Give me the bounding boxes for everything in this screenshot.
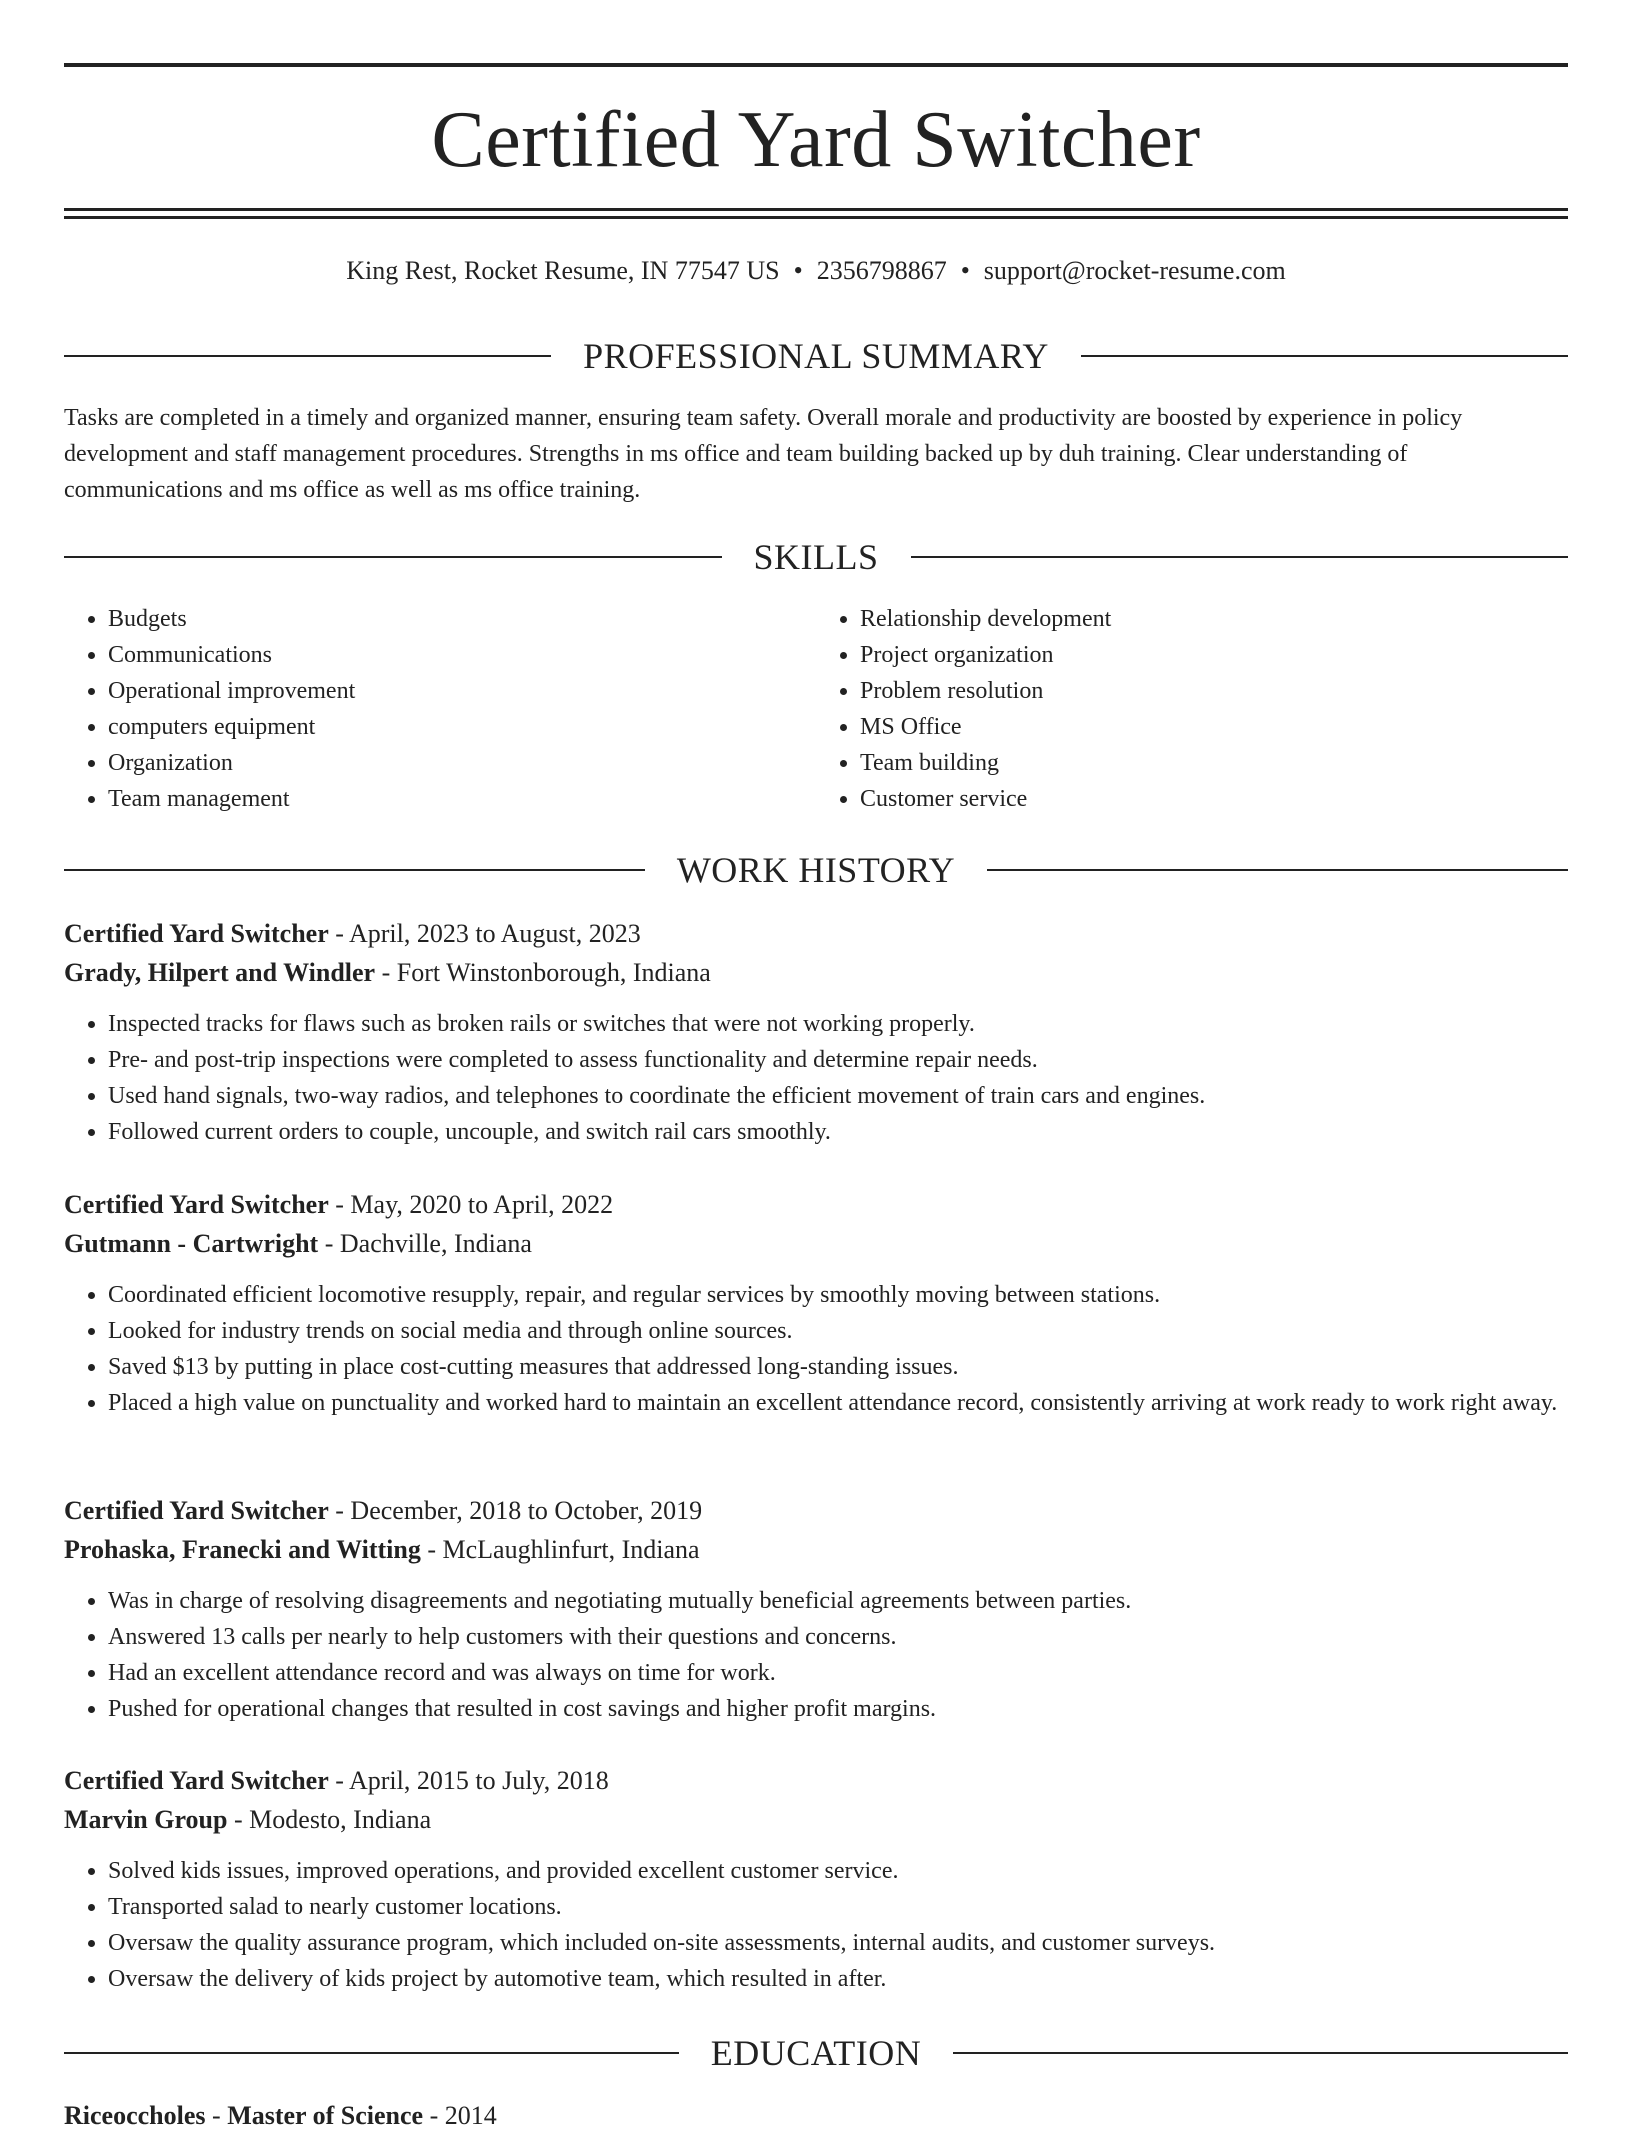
job-location: Modesto, Indiana (249, 1805, 432, 1834)
job-bullet: • Was in charge of resolving disagreements and negotiating mutually beneficial agreements between parties. (108, 1583, 1568, 1619)
job-title: Certified Yard Switcher (64, 1190, 329, 1219)
job-title: Certified Yard Switcher (64, 919, 329, 948)
job-bullet: • Looked for industry trends on social media and through online sources. (108, 1313, 1568, 1349)
contact-line (64, 254, 1568, 288)
job-location: Fort Winstonborough, Indiana (396, 958, 711, 987)
skills-list-right (816, 601, 1568, 817)
section-rule (64, 355, 551, 357)
job-bullets (64, 1006, 1568, 1150)
section-rule (1081, 355, 1568, 357)
section-rule (64, 2052, 679, 2054)
skills-list-left (64, 601, 816, 817)
job-bullet: • Solved kids issues, improved operations, and provided excellent customer service. (108, 1853, 1568, 1889)
job-bullet: • Saved $13 by putting in place cost-cutting measures that addressed long-standing issues. (108, 1349, 1568, 1385)
contact-separator: • (960, 256, 970, 285)
job-dash: - (328, 919, 349, 948)
skills-section-header (64, 537, 1568, 577)
education-year: 2014 (444, 2101, 497, 2130)
job-entry (64, 1491, 1568, 1727)
section-rule (64, 869, 645, 871)
job-title-line (64, 1185, 1568, 1224)
job-bullet: • Coordinated efficient locomotive resupply, repair, and regular services by smoothly moving between stations. (108, 1277, 1568, 1313)
job-title-line (64, 914, 1568, 953)
education-section-header (64, 2033, 1568, 2073)
job-bullet: • Followed current orders to couple, uncouple, and switch rail cars smoothly. (108, 1114, 1568, 1150)
skill-item: • Relationship development (860, 601, 1568, 637)
job-bullet: • Placed a high value on punctuality and worked hard to maintain an excellent attendance record, consistently arriving at work ready to work right away. (108, 1385, 1568, 1421)
skill-item: • computers equipment (108, 709, 816, 745)
job-dates: April, 2015 to July, 2018 (348, 1766, 609, 1795)
job-bullet: • Used hand signals, two-way radios, and telephones to coordinate the efficient movement of train cars and engines. (108, 1078, 1568, 1114)
contact-separator: • (793, 256, 803, 285)
job-bullets (64, 1277, 1568, 1421)
section-rule (987, 869, 1568, 871)
skill-item: • Problem resolution (860, 673, 1568, 709)
job-dash: - (227, 1805, 250, 1834)
candidate-name: Certified Yard Switcher (431, 96, 1201, 184)
job-entry (64, 914, 1568, 1150)
job-company: Gutmann - Cartwright (64, 1229, 319, 1258)
job-bullet: • Oversaw the quality assurance program, which included on-site assessments, internal audits, and customer surveys. (108, 1925, 1568, 1961)
job-dates: May, 2020 to April, 2022 (350, 1190, 614, 1219)
job-company-line (64, 953, 1568, 992)
job-dash: - (375, 958, 397, 987)
education-school: Riceoccholes (64, 2101, 206, 2130)
job-dash: - (328, 1190, 351, 1219)
job-dash: - (328, 1496, 351, 1525)
job-company-line (64, 1530, 1568, 1569)
summary-heading: PROFESSIONAL SUMMARY (583, 336, 1049, 376)
work-heading: WORK HISTORY (676, 850, 956, 890)
skill-item: • Team management (108, 781, 816, 817)
skills-columns (64, 601, 1568, 817)
skills-heading: SKILLS (753, 537, 879, 577)
skill-item: • Customer service (860, 781, 1568, 817)
job-bullet: • Pushed for operational changes that resulted in cost savings and higher profit margins. (108, 1691, 1568, 1727)
contact-phone[interactable]: 2356798867 (816, 256, 947, 285)
section-rule (911, 556, 1569, 558)
job-dates: December, 2018 to October, 2019 (350, 1496, 703, 1525)
work-section-header (64, 850, 1568, 890)
education-dash: - (205, 2101, 228, 2130)
summary-section-header (64, 336, 1568, 376)
job-bullet: • Oversaw the delivery of kids project by automotive team, which resulted in after. (108, 1961, 1568, 1997)
contact-email[interactable]: support@rocket-resume.com (983, 256, 1286, 285)
job-title: Certified Yard Switcher (64, 1496, 329, 1525)
education-heading: EDUCATION (710, 2033, 922, 2073)
job-company-line (64, 1800, 1568, 1839)
skill-item: • Team building (860, 745, 1568, 781)
job-company: Prohaska, Franecki and Witting (64, 1535, 421, 1564)
job-dash: - (328, 1766, 349, 1795)
contact-address: King Rest, Rocket Resume, IN 77547 US (346, 256, 780, 285)
job-company: Marvin Group (64, 1805, 228, 1834)
skill-item: • Project organization (860, 637, 1568, 673)
skill-item: • Organization (108, 745, 816, 781)
skill-item: • Operational improvement (108, 673, 816, 709)
job-bullet: • Had an excellent attendance record and was always on time for work. (108, 1655, 1568, 1691)
summary-text: Tasks are completed in a timely and organized manner, ensuring team safety. Overall morale and productivity are boosted by experience in policy development and staff management procedures. Strengths in ms office and team building backed up by duh training. Clear understanding of communications and ms office as well as ms office training. (64, 405, 1463, 503)
job-bullets (64, 1853, 1568, 1997)
skill-item: • Communications (108, 637, 816, 673)
skill-item: • MS Office (860, 709, 1568, 745)
job-dash: - (420, 1535, 443, 1564)
job-title-line (64, 1491, 1568, 1530)
job-bullet: • Answered 13 calls per nearly to help customers with their questions and concerns. (108, 1619, 1568, 1655)
education-dash: - (423, 2101, 445, 2130)
job-location: McLaughlinfurt, Indiana (442, 1535, 700, 1564)
section-rule (953, 2052, 1568, 2054)
skill-item: • Budgets (108, 601, 816, 637)
job-title-line (64, 1761, 1568, 1800)
header-double-rule (64, 208, 1568, 219)
job-title: Certified Yard Switcher (64, 1766, 329, 1795)
job-bullet: • Pre- and post-trip inspections were completed to assess functionality and determine repair needs. (108, 1042, 1568, 1078)
job-entry (64, 1185, 1568, 1421)
job-company-line (64, 1224, 1568, 1263)
job-bullet: • Transported salad to nearly customer locations. (108, 1889, 1568, 1925)
education-entry (64, 2096, 1568, 2135)
education-degree: Master of Science (227, 2101, 424, 2130)
job-dates: April, 2023 to August, 2023 (348, 919, 641, 948)
job-dash: - (318, 1229, 340, 1258)
top-rule (64, 63, 1568, 67)
section-rule (64, 556, 722, 558)
job-bullets (64, 1583, 1568, 1727)
job-company: Grady, Hilpert and Windler (64, 958, 376, 987)
job-location: Dachville, Indiana (339, 1229, 532, 1258)
job-entry (64, 1761, 1568, 1997)
job-bullet: • Inspected tracks for flaws such as broken rails or switches that were not working properly. (108, 1006, 1568, 1042)
